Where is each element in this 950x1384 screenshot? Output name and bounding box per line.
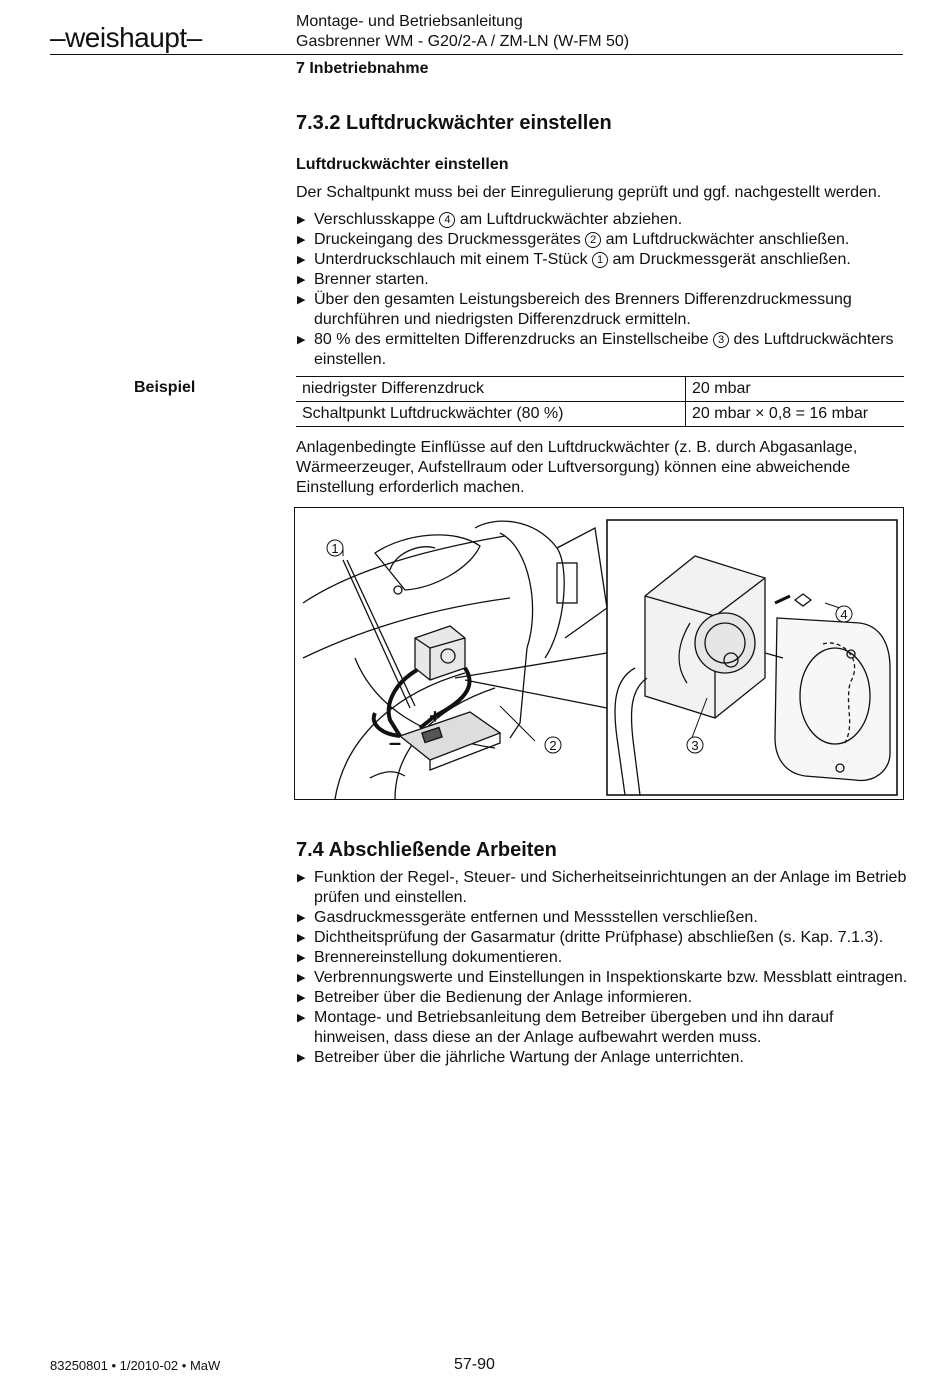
- table-cell: niedrigster Differenzdruck: [296, 377, 686, 402]
- bullet-triangle-icon: ▶: [297, 334, 306, 346]
- bullet-triangle-icon: ▶: [297, 952, 306, 964]
- table-cell: Schaltpunkt Luftdruckwächter (80 %): [296, 402, 686, 427]
- callout-badge: 4: [439, 212, 455, 228]
- bullet-triangle-icon: ▶: [297, 912, 306, 924]
- brand-logo: –weishaupt–: [50, 22, 202, 53]
- bullet-triangle-icon: ▶: [297, 214, 306, 226]
- list-item: ▶ Brenner starten.: [297, 271, 429, 288]
- section-heading-732: 7.3.2 Luftdruckwächter einstellen: [296, 112, 612, 134]
- callout-3: 3: [691, 738, 699, 753]
- list-item: ▶ Brennereinstellung dokumentieren.: [297, 949, 563, 966]
- list-item: ▶ Gasdruckmessgeräte entfernen und Messstellen verschließen.: [297, 909, 758, 926]
- list-item: ▶ Betreiber über die Bedienung der Anlage informieren.: [297, 989, 693, 1006]
- pressure-switch-figure: [294, 507, 904, 800]
- list-item: ▶ Verbrennungswerte und Einstellungen in Inspektionskarte bzw. Messblatt eintragen.: [297, 969, 908, 986]
- bullet-triangle-icon: ▶: [297, 872, 306, 884]
- doc-title: Montage- und Betriebsanleitung: [296, 13, 523, 30]
- doc-number: 83250801 • 1/2010-02 • MaW: [50, 1358, 221, 1373]
- header-rule: [50, 54, 903, 55]
- list-item: ▶ Funktion der Regel-, Steuer- und Sicherheitseinrichtungen an der Anlage im Betrieb prüfen und einstellen.: [297, 869, 907, 906]
- bullet-triangle-icon: ▶: [297, 932, 306, 944]
- plus-sign: +: [429, 706, 441, 728]
- example-label: Beispiel: [134, 379, 196, 396]
- callout-1: 1: [331, 541, 339, 556]
- minus-sign: –: [388, 730, 402, 755]
- section-heading-74: 7.4 Abschließende Arbeiten: [296, 839, 557, 861]
- bullet-triangle-icon: ▶: [297, 1012, 306, 1024]
- subheading: Luftdruckwächter einstellen: [296, 156, 509, 173]
- table-cell: 20 mbar: [686, 377, 905, 402]
- bullet-triangle-icon: ▶: [297, 274, 306, 286]
- list-item: ▶ Druckeingang des Druckmessgerätes 2 am Luftdruckwächter anschließen.: [297, 231, 850, 248]
- list-item: ▶ Betreiber über die jährliche Wartung der Anlage unterrichten.: [297, 1049, 744, 1066]
- steps-list-74: [296, 868, 908, 1068]
- list-item: ▶ Über den gesamten Leistungsbereich des Brenners Differenzdruckmessung durchführen und niedrigsten Differenzdruck ermitteln.: [297, 291, 852, 328]
- bullet-triangle-icon: ▶: [297, 1052, 306, 1064]
- page-number: 57-90: [454, 1356, 495, 1373]
- table-row: [296, 377, 904, 402]
- bullet-triangle-icon: ▶: [297, 992, 306, 1004]
- bullet-triangle-icon: ▶: [297, 254, 306, 266]
- chapter-title: 7 Inbetriebnahme: [296, 60, 429, 77]
- list-item: ▶ 80 % des ermittelten Differenzdrucks an Einstellscheibe 3 des Luftdruckwächters einstellen.: [297, 331, 894, 368]
- table-cell: 20 mbar × 0,8 = 16 mbar: [686, 402, 905, 427]
- note-text: Anlagenbedingte Einflüsse auf den Luftdruckwächter (z. B. durch Abgasanlage, Wärmeerzeuger, Aufstellraum oder Luftversorgung) können eine abweichende Einstellung erforderlich machen.: [296, 439, 858, 496]
- list-item: ▶ Dichtheitsprüfung der Gasarmatur (dritte Prüfphase) abschließen (s. Kap. 7.1.3).: [297, 929, 884, 946]
- callout-badge: 2: [585, 232, 601, 248]
- callout-badge: 1: [592, 252, 608, 268]
- list-item: ▶ Verschlusskappe 4 am Luftdruckwächter abziehen.: [297, 211, 683, 228]
- figure-illustration: [295, 508, 903, 799]
- doc-subtitle: Gasbrenner WM - G20/2-A / ZM-LN (W-FM 50): [296, 33, 630, 50]
- callout-4: 4: [840, 607, 848, 622]
- bullet-triangle-icon: ▶: [297, 294, 306, 306]
- callout-2: 2: [549, 738, 557, 753]
- steps-list-732: [296, 210, 908, 370]
- intro-text: Der Schaltpunkt muss bei der Einregulierung geprüft und ggf. nachgestellt werden.: [296, 184, 882, 201]
- bullet-triangle-icon: ▶: [297, 972, 306, 984]
- list-item: ▶ Unterdruckschlauch mit einem T-Stück 1 am Druckmessgerät anschließen.: [297, 251, 851, 268]
- callout-badge: 3: [713, 332, 729, 348]
- table-row: [296, 402, 904, 427]
- list-item: ▶ Montage- und Betriebsanleitung dem Betreiber übergeben und ihn darauf hinweisen, dass diese an der Anlage aufbewahrt werden muss.: [297, 1009, 834, 1046]
- example-table: [296, 376, 904, 427]
- bullet-triangle-icon: ▶: [297, 234, 306, 246]
